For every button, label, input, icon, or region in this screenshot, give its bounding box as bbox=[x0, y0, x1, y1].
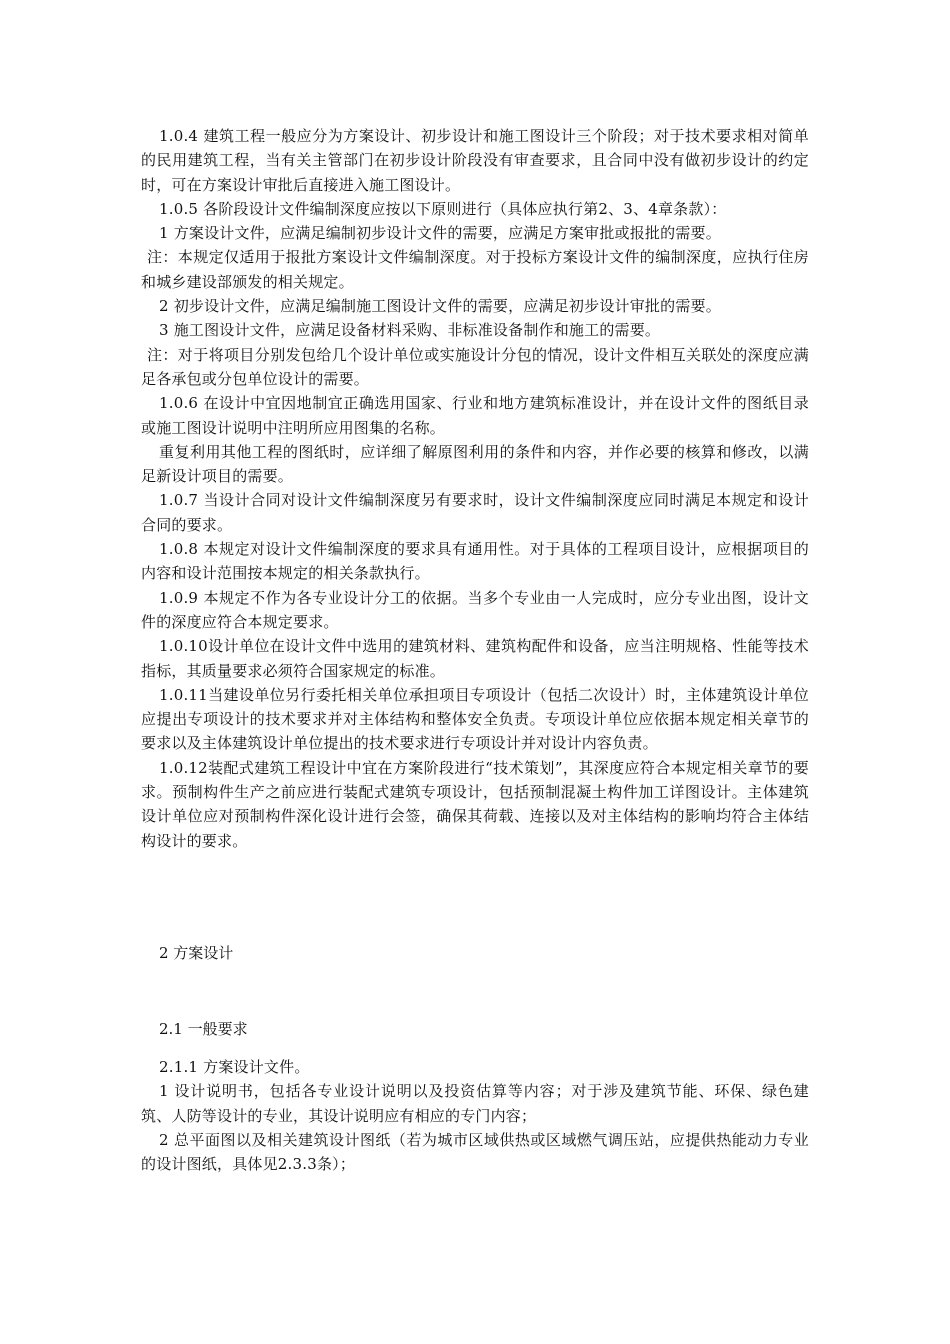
clause-1-0-5-note-1: 注：本规定仅适用于报批方案设计文件编制深度。对于投标方案设计文件的编制深度，应执行住房和城乡建设部颁发的相关规定。 bbox=[141, 248, 809, 291]
spacer bbox=[141, 965, 809, 1017]
section-2-1-title: 2.1 一般要求 bbox=[159, 1019, 248, 1038]
spacer bbox=[141, 853, 809, 941]
clause-1-0-7: 1.0.7 当设计合同对设计文件编制深度另有要求时，设计文件编制深度应同时满足本规定和设计合同的要求。 bbox=[141, 491, 809, 534]
clause-1-0-5-item-3: 3 施工图设计文件，应满足设备材料采购、非标准设备制作和施工的需要。 bbox=[159, 321, 661, 340]
clause-1-0-6-paragraph-2: 重复利用其他工程的图纸时，应详细了解原图利用的条件和内容，并作必要的核算和修改，以满足新设计项目的需要。 bbox=[141, 442, 809, 486]
clause-1-0-9: 1.0.9 本规定不作为各专业设计分工的依据。当多个专业由一人完成时，应分专业出图，设计文件的深度应符合本规定要求。 bbox=[141, 588, 809, 631]
clause-1-0-5-item-2: 2 初步设计文件，应满足编制施工图设计文件的需要，应满足初步设计审批的需要。 bbox=[159, 297, 721, 316]
clause-2-1-1-item-1: 1 设计说明书，包括各专业设计说明以及投资估算等内容；对于涉及建筑节能、环保、绿色建筑、人防等设计的专业，其设计说明应有相应的专门内容； bbox=[141, 1082, 809, 1125]
clause-2-1-1: 2.1.1 方案设计文件。 bbox=[159, 1057, 310, 1076]
spacer bbox=[141, 1041, 809, 1055]
clause-1-0-5-item-1: 1 方案设计文件，应满足编制初步设计文件的需要，应满足方案审批或报批的需要。 bbox=[159, 224, 721, 243]
document-body bbox=[141, 124, 809, 1176]
clause-1-0-5-note-2: 注：对于将项目分别发包给几个设计单位或实施设计分包的情况，设计文件相互关联处的深度应满足各承包或分包单位设计的需要。 bbox=[141, 345, 809, 388]
clause-1-0-11: 1.0.11当建设单位另行委托相关单位承担项目专项设计（包括二次设计）时，主体建筑设计单位应提出专项设计的技术要求并对主体结构和整体安全负责。专项设计单位应依据本规定相关章节的要求以及主体建筑设计单位提出的技术要求进行专项设计并对设计内容负责。 bbox=[141, 685, 809, 753]
chapter-2-title: 2 方案设计 bbox=[159, 943, 234, 962]
clause-2-1-1-item-2: 2 总平面图以及相关建筑设计图纸（若为城市区域供热或区域燃气调压站，应提供热能动力专业的设计图纸，具体见2.3.3条）； bbox=[141, 1130, 809, 1174]
clause-1-0-10: 1.0.10设计单位在设计文件中选用的建筑材料、建筑构配件和设备，应当注明规格、性能等技术指标，其质量要求必须符合国家规定的标准。 bbox=[141, 637, 809, 680]
clause-1-0-4: 1.0.4 建筑工程一般应分为方案设计、初步设计和施工图设计三个阶段；对于技术要求相对简单的民用建筑工程，当有关主管部门在初步设计阶段没有审查要求，且合同中没有做初步设计的约定时，可在方案设计审批后直接进入施工图设计。 bbox=[141, 127, 809, 194]
clause-1-0-5: 1.0.5 各阶段设计文件编制深度应按以下原则进行（具体应执行第2、3、4章条款）： bbox=[159, 199, 727, 218]
clause-1-0-12: 1.0.12装配式建筑工程设计中宜在方案阶段进行“技术策划”，其深度应符合本规定相关章节的要求。预制构件生产之前应进行装配式建筑专项设计，包括预制混凝土构件加工详图设计。主体建筑设计单位应对预制构件深化设计进行会签，确保其荷载、连接以及对主体结构的影响均符合主体结构设计的要求。 bbox=[141, 758, 809, 850]
clause-1-0-6: 1.0.6 在设计中宜因地制宜正确选用国家、行业和地方建筑标准设计，并在设计文件的图纸目录或施工图设计说明中注明所应用图集的名称。 bbox=[141, 394, 809, 437]
clause-1-0-8: 1.0.8 本规定对设计文件编制深度的要求具有通用性。对于具体的工程项目设计，应根据项目的内容和设计范围按本规定的相关条款执行。 bbox=[141, 540, 809, 583]
